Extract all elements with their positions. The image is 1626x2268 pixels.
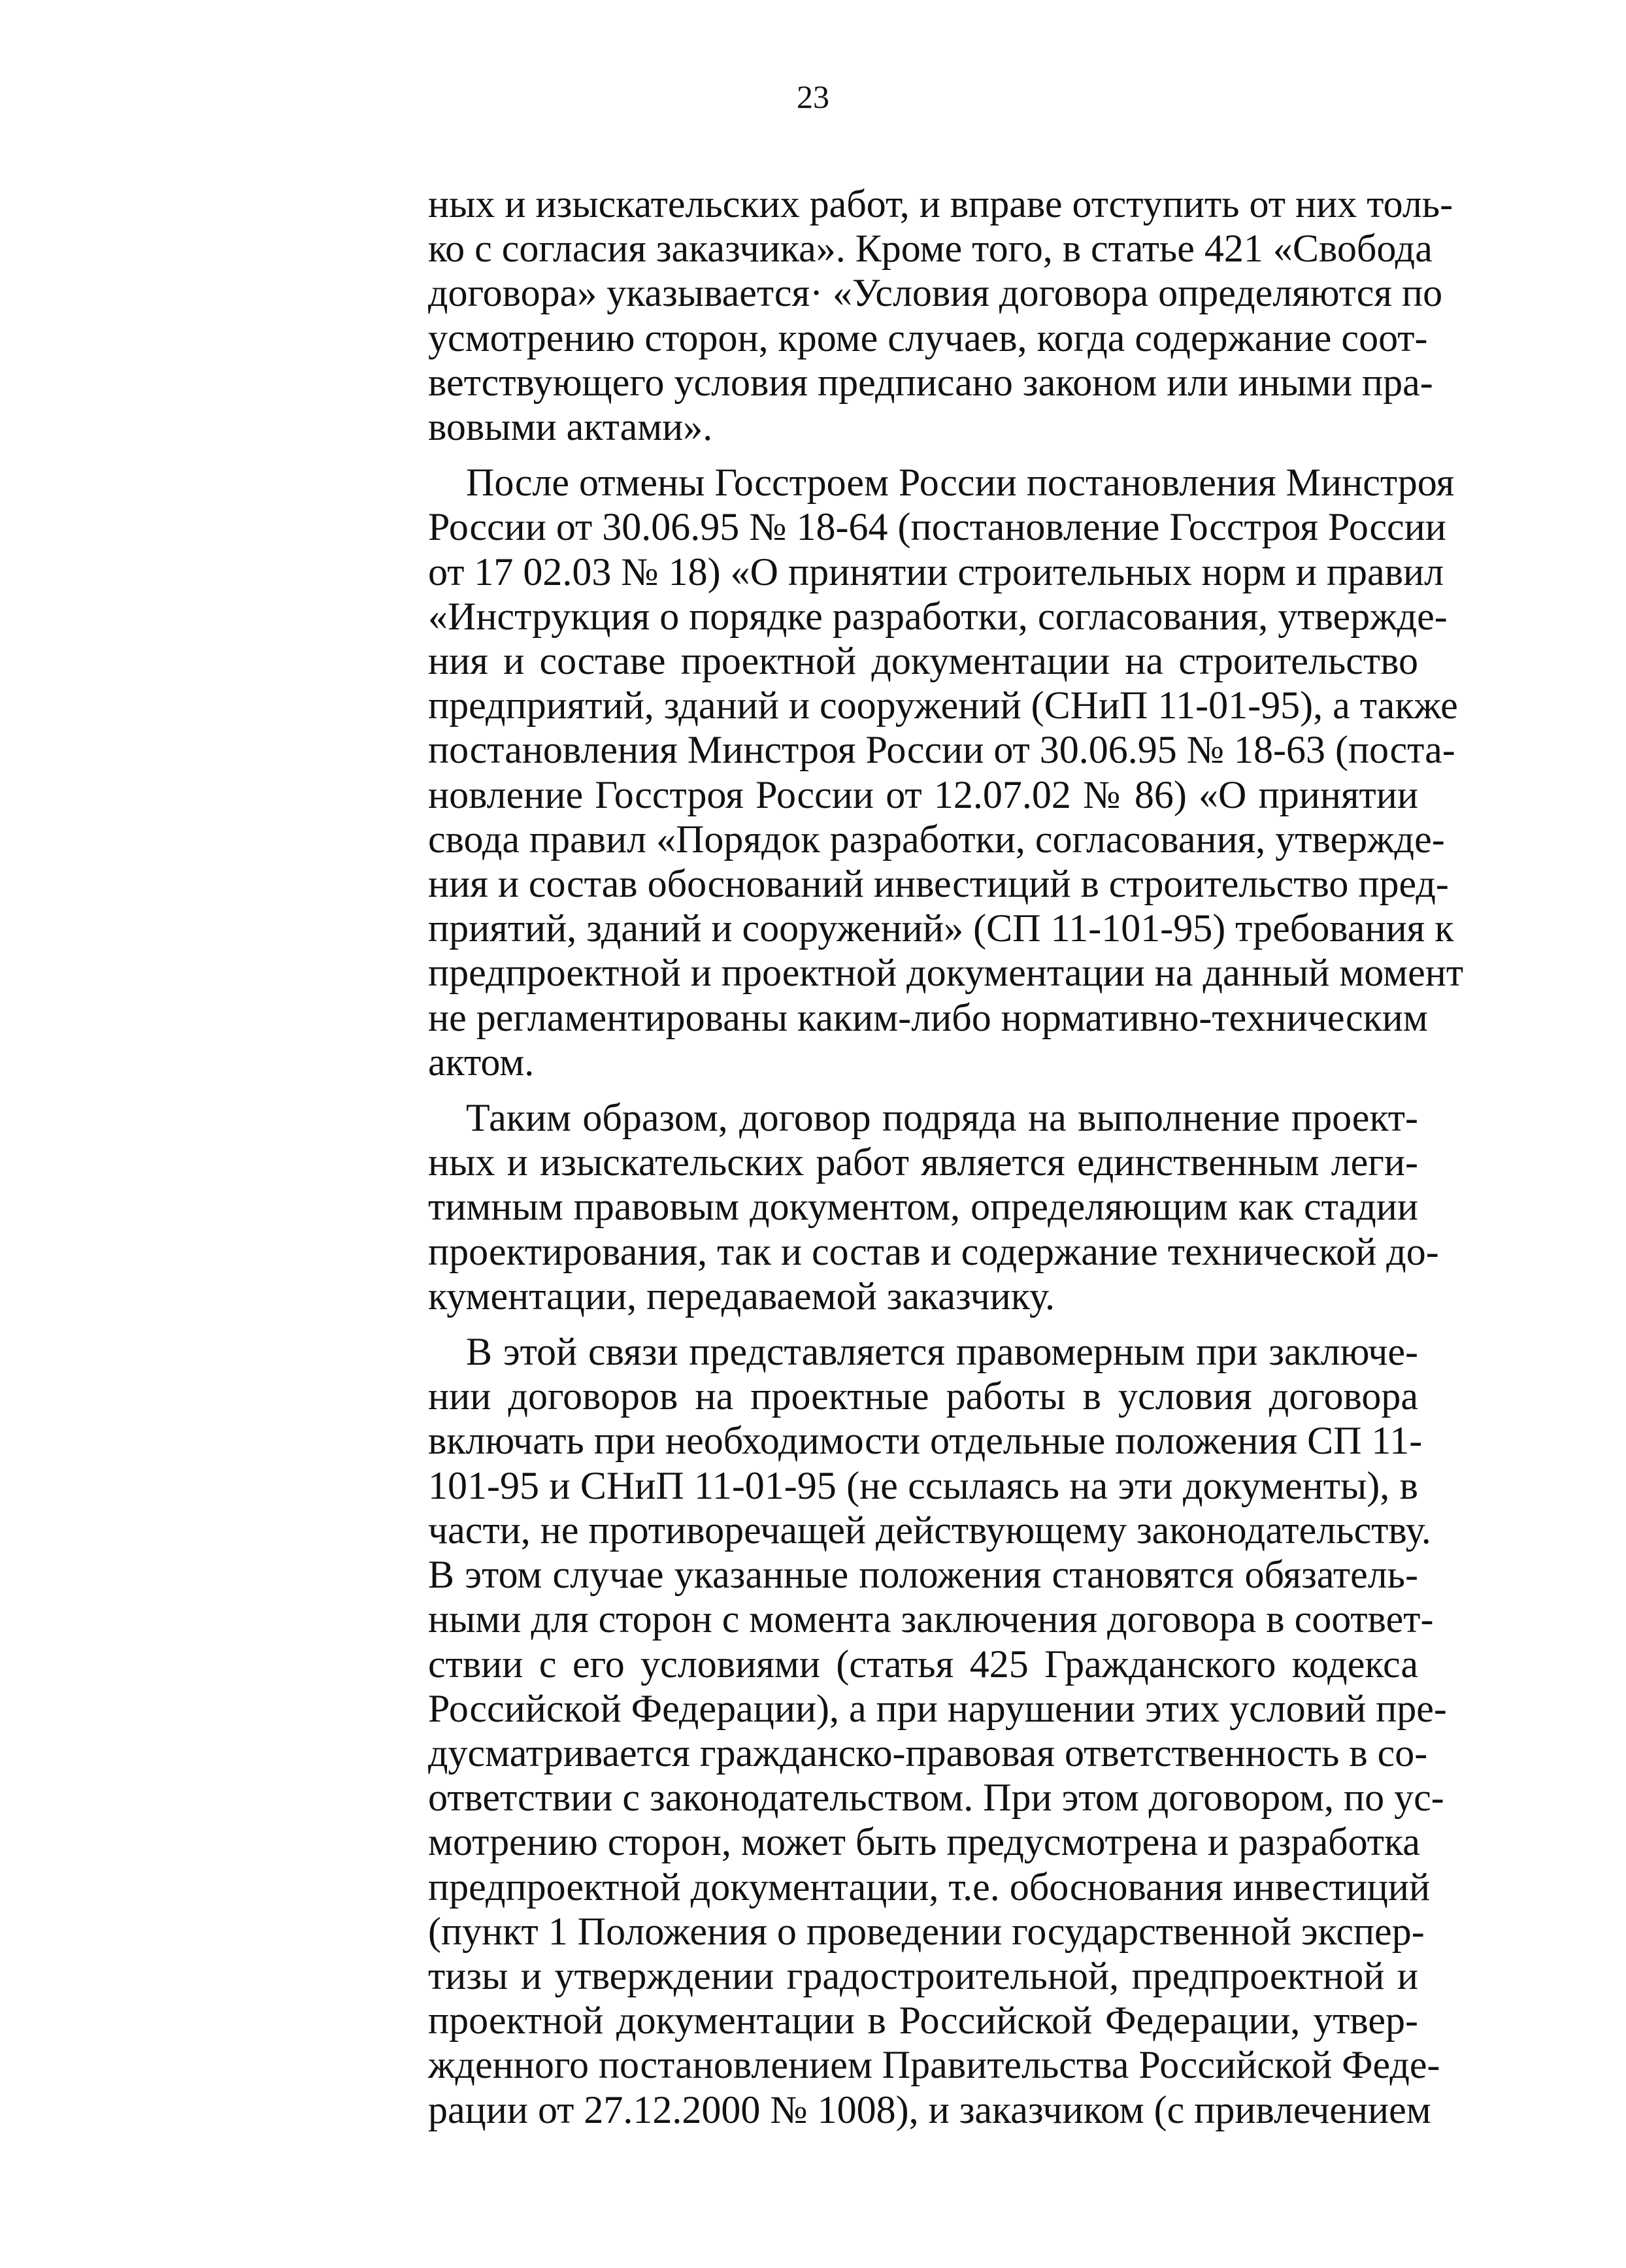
text-line: дусматривается гражданско-правовая ответственность в со- [428,1731,1428,1775]
text-line: После отмены Госстроем России постановления Минстроя [466,461,1455,505]
text-line: ствии с его условиями (статья 425 Гражданского кодекса [428,1642,1418,1686]
text-line: 101-95 и СНиП 11-01-95 (не ссылаясь на эти документы), в [428,1463,1418,1507]
text-line: включать при необходимости отдельные положения СП 11- [428,1419,1423,1463]
text-line: ответствии с законодательством. При этом договором, по ус- [428,1776,1444,1820]
text-line: нии договоров на проектные работы в условия договора [428,1375,1418,1418]
page-number: 23 [797,78,829,115]
text-line: ния и составе проектной документации на строительство [428,639,1418,683]
text-line: России от 30.06.95 № 18-64 (постановление Госстроя России [428,505,1446,549]
text-line: проектирования, так и состав и содержание технической до- [428,1229,1439,1273]
text-line: «Инструкция о порядке разработки, согласования, утвержде- [428,594,1448,638]
text-line: предприятий, зданий и сооружений (СНиП 11-01-95), а также [428,684,1458,727]
paragraph [428,460,1464,1084]
text-line: вовыми актами». [428,405,713,449]
text-line: тимным правовым документом, определяющим как стадии [428,1185,1418,1229]
text-line: жденного постановлением Правительства Российской Феде- [428,2043,1440,2087]
paragraph [428,1095,1439,1318]
text-line: постановления Минстроя России от 30.06.95 № 18-63 (поста- [428,728,1455,772]
text-line: кументации, передаваемой заказчику. [428,1274,1055,1318]
text-line: предпроектной и проектной документации на данный момент [428,951,1464,995]
text-line: ния и состав обоснований инвестиций в строительство пред- [428,862,1449,906]
text-line: В этой связи представляется правомерным при заключе- [466,1330,1418,1374]
text-line: Таким образом, договор подряда на выполнение проект- [466,1096,1418,1140]
text-line: В этом случае указанные положения становятся обязатель- [428,1553,1418,1597]
text-line: ными для сторон с момента заключения договора в соответ- [428,1597,1434,1641]
text-line: тизы и утверждении градостроительной, предпроектной и [428,1954,1418,1997]
document-body [428,182,1464,2132]
text-line: от 17 02.03 № 18) «О принятии строительных норм и правил [428,550,1444,593]
text-line: ко с согласия заказчика». Кроме того, в статье 421 «Свобода [428,227,1433,271]
text-line: части, не противоречащей действующему законодательству. [428,1508,1431,1552]
text-line: (пункт 1 Положения о проведении государственной экспер- [428,1909,1425,1953]
text-line: рации от 27.12.2000 № 1008), и заказчиком (с привлечением [428,2088,1431,2131]
text-line: приятий, зданий и сооружений» (СП 11-101-95) требования к [428,907,1454,950]
text-line: ных и изыскательских работ является единственным леги- [428,1141,1418,1184]
text-line: новление Госстроя России от 12.07.02 № 86) «О принятии [428,773,1418,816]
text-line: договора» указывается· «Условия договора определяются по [428,271,1443,315]
text-line: проектной документации в Российской Федерации, утвер- [428,1999,1418,2043]
text-line: усмотрению сторон, кроме случаев, когда содержание соот- [428,316,1428,359]
text-line: ных и изыскательских работ, и вправе отступить от них толь- [428,182,1453,225]
text-line: не регламентированы каким-либо нормативно-техническим [428,995,1428,1039]
text-line: актом. [428,1040,535,1084]
text-line: ветствующего условия предписано законом или иными пра- [428,360,1433,404]
paragraph [428,182,1453,449]
text-line: свода правил «Порядок разработки, согласования, утвержде- [428,817,1445,861]
text-line: Российской Федерации), а при нарушении этих условий пре- [428,1686,1447,1730]
text-line: предпроектной документации, т.е. обоснования инвестиций [428,1865,1431,1909]
text-line: мотрению сторон, может быть предусмотрена и разработка [428,1820,1420,1864]
paragraph [428,1329,1447,2132]
